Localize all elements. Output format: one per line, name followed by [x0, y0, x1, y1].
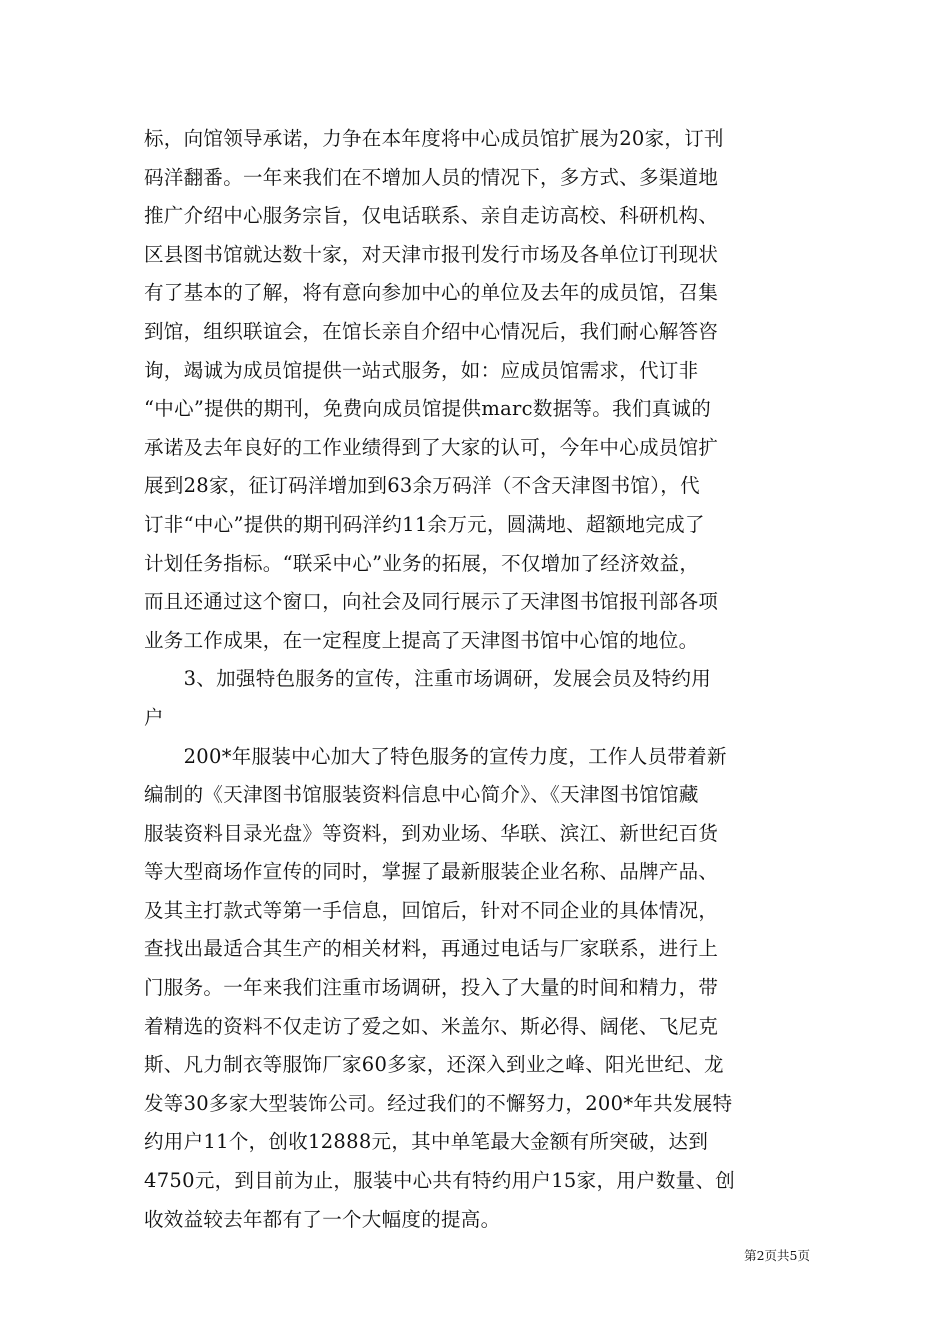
text-line: 订非“中心”提供的期刊码洋约11余万元，圆满地、超额地完成了: [144, 512, 705, 536]
text-line: 到馆，组织联谊会，在馆长亲自介绍中心情况后，我们耐心解答咨: [144, 319, 719, 343]
text-line: 200*年服装中心加大了特色服务的宣传力度，工作人员带着新: [144, 744, 727, 768]
text-line: 户: [144, 705, 164, 729]
text-line: 码洋翻番。一年来我们在不增加人员的情况下，多方式、多渠道地: [144, 165, 719, 189]
text-line: 门服务。一年来我们注重市场调研，投入了大量的时间和精力，带: [144, 976, 719, 1000]
text-line: 推广介绍中心服务宗旨，仅电话联系、亲自走访高校、科研机构、: [144, 204, 719, 228]
text-line: 等大型商场作宣传的同时，掌握了最新服装企业名称、品牌产品、: [144, 860, 719, 884]
page-number: 第2页共5页: [744, 1248, 810, 1263]
text-line: 及其主打款式等第一手信息，回馆后，针对不同企业的具体情况，: [144, 898, 719, 922]
text-line: 约用户11个，创收12888元，其中单笔最大金额有所突破，达到: [144, 1130, 709, 1154]
text-line: 而且还通过这个窗口，向社会及同行展示了天津图书馆报刊部各项: [144, 590, 719, 614]
text-line: 收效益较去年都有了一个大幅度的提高。: [144, 1207, 501, 1231]
text-line: 着精选的资料不仅走访了爱之如、米盖尔、斯必得、阔佬、飞尼克: [144, 1014, 719, 1038]
text-line: 服装资料目录光盘》等资料，到劝业场、华联、滨江、新世纪百货: [144, 821, 719, 845]
text-line: 区县图书馆就达数十家，对天津市报刊发行市场及各单位订刊现状: [144, 242, 719, 266]
text-line: 发等30多家大型装饰公司。经过我们的不懈努力，200*年共发展特: [144, 1091, 733, 1115]
text-line: 承诺及去年良好的工作业绩得到了大家的认可，今年中心成员馆扩: [144, 435, 719, 459]
text-line: “中心”提供的期刊，免费向成员馆提供marc数据等。我们真诚的: [144, 397, 712, 421]
text-line: 询，竭诚为成员馆提供一站式服务，如：应成员馆需求，代订非: [144, 358, 699, 382]
text-line: 4750元，到目前为止，服装中心共有特约用户15家，用户数量、创: [144, 1169, 736, 1193]
text-line: 3、加强特色服务的宣传，注重市场调研，发展会员及特约用: [144, 667, 712, 691]
text-line: 业务工作成果，在一定程度上提高了天津图书馆中心馆的地位。: [144, 628, 699, 652]
body-text: [144, 120, 808, 1239]
text-line: 编制的《天津图书馆服装资料信息中心简介》、《天津图书馆馆藏: [144, 783, 699, 807]
text-line: 计划任务指标。“联采中心”业务的拓展，不仅增加了经济效益，: [144, 551, 700, 575]
text-line: 有了基本的了解，将有意向参加中心的单位及去年的成员馆，召集: [144, 281, 719, 305]
text-line: 展到28家，征订码洋增加到63余万码洋（不含天津图书馆），代: [144, 474, 700, 498]
text-line: 标，向馆领导承诺，力争在本年度将中心成员馆扩展为20家，订刊: [144, 127, 724, 150]
text-line: 斯、凡力制衣等服饰厂家60多家，还深入到业之峰、阳光世纪、龙: [144, 1053, 724, 1077]
text-line: 查找出最适合其生产的相关材料，再通过电话与厂家联系，进行上: [144, 937, 719, 961]
